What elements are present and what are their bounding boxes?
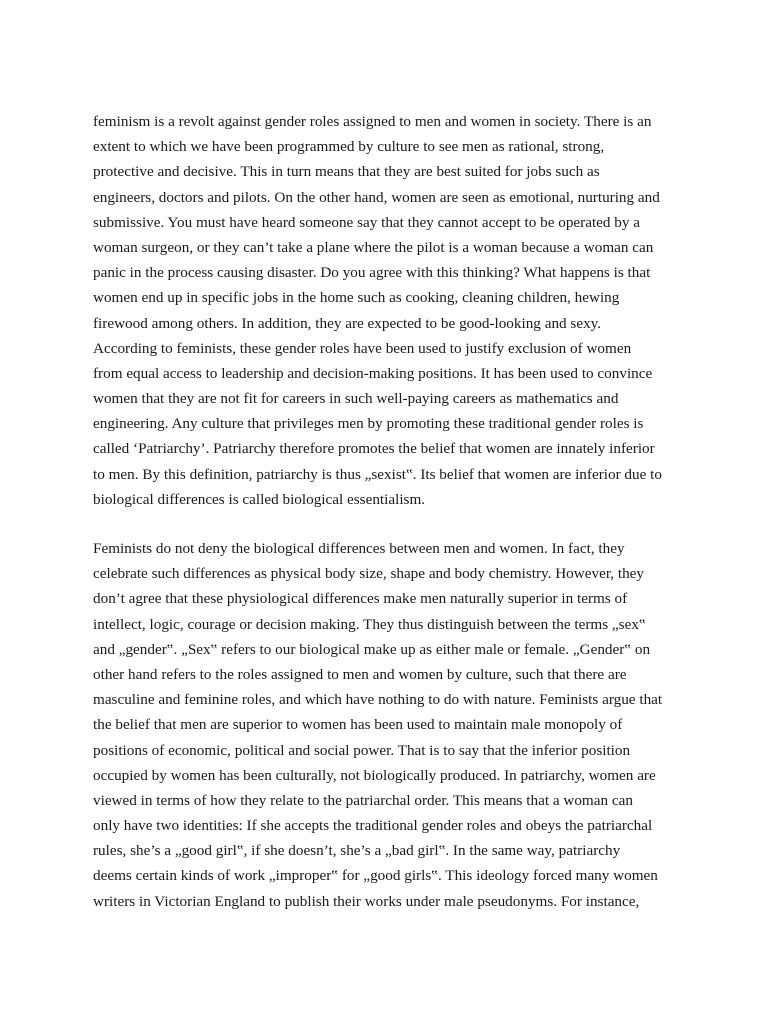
text-line: to men. By this definition, patriarchy is thus „sexist‟. Its belief that women are inferior due to <box>93 465 662 483</box>
text-line: the belief that men are superior to women has been used to maintain male monopoly of <box>93 716 623 734</box>
text-line: extent to which we have been programmed by culture to see men as rational, strong, <box>93 138 605 156</box>
text-line: positions of economic, political and social power. That is to say that the inferior position <box>93 741 631 759</box>
paragraph-sex-and-gender <box>93 536 693 914</box>
text-line: panic in the process causing disaster. Do you agree with this thinking? What happens is that <box>93 264 651 282</box>
text-line: called ‘Patriarchy’. Patriarchy therefore promotes the belief that women are innately inferior <box>93 440 655 458</box>
text-line: from equal access to leadership and decision-making positions. It has been used to convince <box>93 364 653 382</box>
text-line: deems certain kinds of work „improper‟ for „good girls‟. This ideology forced many women <box>93 867 658 885</box>
text-line: viewed in terms of how they relate to the patriarchal order. This means that a woman can <box>93 791 633 809</box>
text-line: According to feminists, these gender roles have been used to justify exclusion of women <box>93 339 632 357</box>
text-line: only have two identities: If she accepts the traditional gender roles and obeys the patriarchal <box>93 817 653 835</box>
text-line: don’t agree that these physiological differences make men naturally superior in terms of <box>93 590 628 608</box>
text-line: and „gender‟. „Sex‟ refers to our biological make up as either male or female. „Gender‟ on <box>93 640 651 658</box>
text-line: firewood among others. In addition, they are expected to be good-looking and sexy. <box>93 314 602 332</box>
text-line: engineering. Any culture that privileges men by promoting these traditional gender roles is <box>93 415 644 433</box>
text-line: women end up in specific jobs in the home such as cooking, cleaning children, hewing <box>93 289 620 307</box>
text-line: intellect, logic, courage or decision making. They thus distinguish between the terms „sex‟ <box>93 615 646 633</box>
text-line: feminism is a revolt against gender roles assigned to men and women in society. There is an <box>93 113 652 130</box>
text-line: rules, she’s a „good girl‟, if she doesn’t, she’s a „bad girl‟. In the same way, patriarchy <box>93 842 621 860</box>
text-line: Feminists do not deny the biological differences between men and women. In fact, they <box>93 540 625 557</box>
text-line: protective and decisive. This in turn means that they are best suited for jobs such as <box>93 163 600 181</box>
text-line: engineers, doctors and pilots. On the other hand, women are seen as emotional, nurturing and <box>93 188 660 206</box>
text-line: women that they are not fit for careers in such well-paying careers as mathematics and <box>93 390 619 408</box>
text-line: occupied by women has been culturally, not biologically produced. In patriarchy, women are <box>93 766 656 784</box>
text-line: masculine and feminine roles, and which have nothing to do with nature. Feminists argue that <box>93 691 663 709</box>
text-line: other hand refers to the roles assigned to men and women by culture, such that there are <box>93 665 627 683</box>
text-line: woman surgeon, or they can’t take a plane where the pilot is a woman because a woman can <box>93 238 654 256</box>
text-line: celebrate such differences as physical body size, shape and body chemistry. However, they <box>93 565 645 583</box>
text-line: biological differences is called biological essentialism. <box>93 490 426 508</box>
text-line: submissive. You must have heard someone say that they cannot accept to be operated by a <box>93 213 641 231</box>
text-line: writers in Victorian England to publish their works under male pseudonyms. For instance, <box>93 892 640 910</box>
paragraph-gender-roles <box>93 109 693 512</box>
